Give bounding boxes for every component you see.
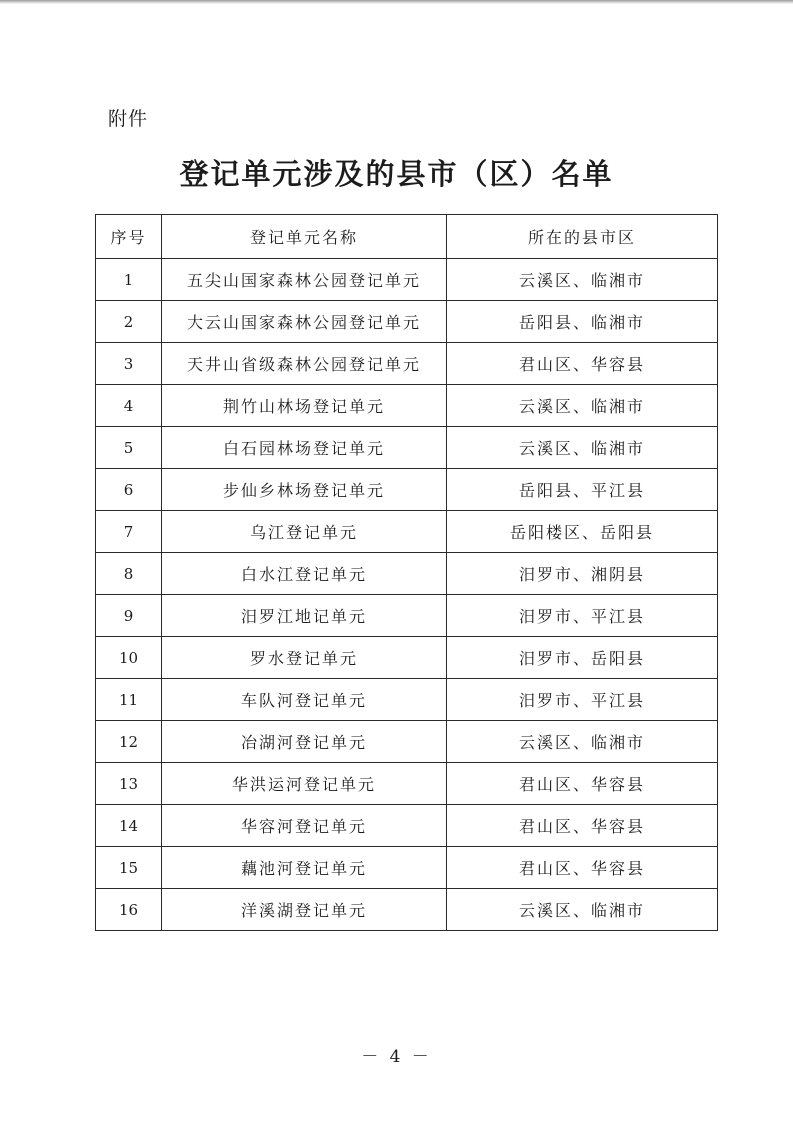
row-number: 12 — [96, 721, 162, 763]
unit-location: 汨罗市、湘阴县 — [447, 553, 718, 595]
unit-name: 冶湖河登记单元 — [162, 721, 447, 763]
table-row — [96, 595, 718, 637]
attachment-label: 附件 — [108, 108, 149, 130]
unit-name: 天井山省级森林公园登记单元 — [162, 343, 447, 385]
unit-location: 汨罗市、平江县 — [447, 595, 718, 637]
row-number: 6 — [96, 469, 162, 511]
unit-location: 云溪区、临湘市 — [447, 385, 718, 427]
unit-location: 君山区、华容县 — [447, 847, 718, 889]
unit-location: 岳阳县、平江县 — [447, 469, 718, 511]
unit-name: 洋溪湖登记单元 — [162, 889, 447, 931]
registration-units-table — [95, 214, 718, 931]
table-header-row — [96, 215, 718, 259]
unit-name: 步仙乡林场登记单元 — [162, 469, 447, 511]
row-number: 7 — [96, 511, 162, 553]
table-row — [96, 679, 718, 721]
unit-name: 荆竹山林场登记单元 — [162, 385, 447, 427]
page-number: － 4 － — [361, 1047, 432, 1067]
table-row — [96, 511, 718, 553]
row-number: 5 — [96, 427, 162, 469]
table-row — [96, 427, 718, 469]
row-number: 2 — [96, 301, 162, 343]
unit-location: 岳阳楼区、岳阳县 — [447, 511, 718, 553]
unit-location: 云溪区、临湘市 — [447, 721, 718, 763]
unit-name: 大云山国家森林公园登记单元 — [162, 301, 447, 343]
unit-location: 云溪区、临湘市 — [447, 259, 718, 301]
table-row — [96, 469, 718, 511]
table-row — [96, 763, 718, 805]
column-header-number: 序号 — [96, 215, 162, 259]
row-number: 1 — [96, 259, 162, 301]
unit-name: 藕池河登记单元 — [162, 847, 447, 889]
unit-name: 华容河登记单元 — [162, 805, 447, 847]
table-row — [96, 637, 718, 679]
scan-edge — [0, 0, 793, 4]
unit-location: 汨罗市、岳阳县 — [447, 637, 718, 679]
table-row — [96, 847, 718, 889]
row-number: 14 — [96, 805, 162, 847]
row-number: 9 — [96, 595, 162, 637]
table-row — [96, 385, 718, 427]
table-row — [96, 259, 718, 301]
unit-location: 岳阳县、临湘市 — [447, 301, 718, 343]
table-row — [96, 343, 718, 385]
row-number: 10 — [96, 637, 162, 679]
unit-location: 君山区、华容县 — [447, 763, 718, 805]
document-title: 登记单元涉及的县市（区）名单 — [179, 157, 614, 191]
row-number: 15 — [96, 847, 162, 889]
unit-location: 君山区、华容县 — [447, 805, 718, 847]
table-row — [96, 553, 718, 595]
unit-location: 君山区、华容县 — [447, 343, 718, 385]
table-row — [96, 301, 718, 343]
unit-name: 乌江登记单元 — [162, 511, 447, 553]
table-body — [96, 259, 718, 931]
table-row — [96, 805, 718, 847]
column-header-unit-name: 登记单元名称 — [162, 215, 447, 259]
row-number: 13 — [96, 763, 162, 805]
unit-name: 五尖山国家森林公园登记单元 — [162, 259, 447, 301]
table-row — [96, 889, 718, 931]
row-number: 4 — [96, 385, 162, 427]
row-number: 8 — [96, 553, 162, 595]
unit-name: 车队河登记单元 — [162, 679, 447, 721]
unit-location: 汨罗市、平江县 — [447, 679, 718, 721]
unit-name: 华洪运河登记单元 — [162, 763, 447, 805]
row-number: 11 — [96, 679, 162, 721]
table-row — [96, 721, 718, 763]
row-number: 16 — [96, 889, 162, 931]
unit-name: 白石园林场登记单元 — [162, 427, 447, 469]
row-number: 3 — [96, 343, 162, 385]
unit-name: 汨罗江地记单元 — [162, 595, 447, 637]
unit-name: 白水江登记单元 — [162, 553, 447, 595]
unit-location: 云溪区、临湘市 — [447, 889, 718, 931]
column-header-location: 所在的县市区 — [447, 215, 718, 259]
unit-location: 云溪区、临湘市 — [447, 427, 718, 469]
unit-name: 罗水登记单元 — [162, 637, 447, 679]
